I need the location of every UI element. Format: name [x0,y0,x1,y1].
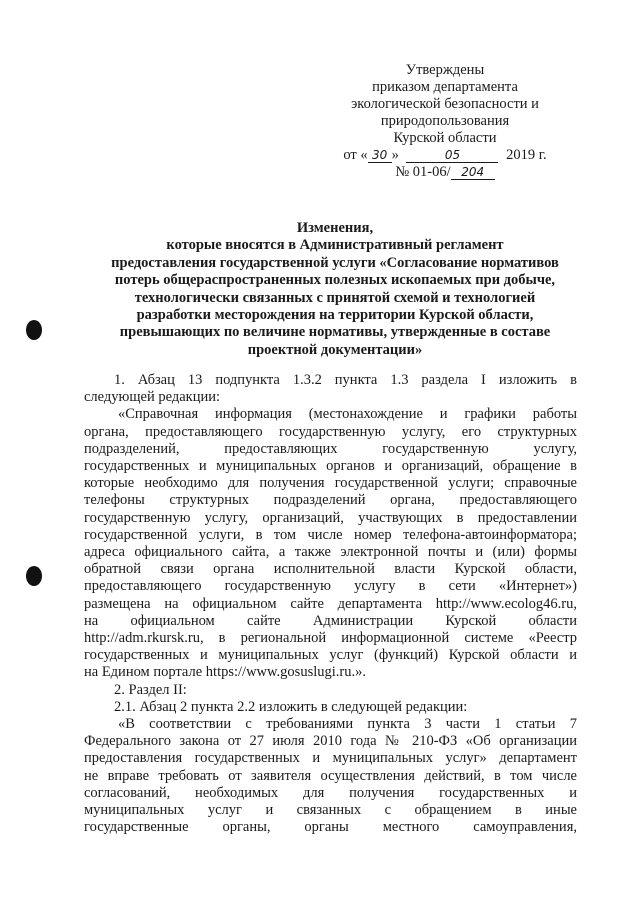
punch-hole-mark [26,566,42,586]
date-day: 30 [368,148,392,163]
number-prefix: № 01-06/ [395,164,451,180]
title-line: Изменения, [296,220,374,236]
body-line: Федерального закона от 27 июля 2010 года № 210-ФЗ «Об организации [84,733,577,750]
body-line: не вправе требовать от заявителя осуществления действий, в том числе [84,767,577,784]
body-line: государственных и муниципальных органов и организаций, обращение в [84,458,577,475]
body-line: на официальном сайте Администрации Курской области [84,612,577,629]
body-line: на Едином портале https://www.gosuslugi.ru.». [84,664,366,681]
date-mid: » [391,147,399,163]
body-line: муниципальных услуг и связанных с обращением в иные [84,802,577,819]
body-line: предоставления государственных и муниципальных услуг» департамент [84,750,577,767]
document-title [80,220,590,359]
title-line: разработки месторождения на территории Курской области, [136,307,534,324]
body-line: государственной услуги, в том числе номер телефона-автоинформатора; [84,526,577,543]
approval-number [330,164,560,181]
body-line: «В соответствии с требованиями пункта 3 части 1 статьи 7 [118,716,577,733]
date-month: 05 [406,148,498,163]
body-line: 2. Раздел II: [114,681,187,698]
title-line: которые вносятся в Административный регламент [166,237,504,254]
approval-line: Утверждены [405,62,485,78]
number-value: 204 [451,165,495,180]
approval-line: приказом департамента [372,79,518,95]
body-line: http://adm.rkursk.ru, в региональной информационной системе «Реестр [84,630,577,647]
body-line: органа, предоставляющего государственную услугу, его структурных [84,423,577,440]
title-line: предоставления государственной услуги «Согласование нормативов [111,254,559,271]
date-prefix: от « [343,147,368,163]
body-line: «Справочная информация (местонахождение и графики работы [118,406,577,423]
title-line: превышающих по величине нормативы, утвержденные в составе [119,324,551,341]
body-line: согласований, необходимых для получения государственных и [84,784,577,801]
body-line: размещена на официальном сайте департамента http://www.ecolog46.ru, [84,595,577,612]
body-line: обратной связи органа исполнительной власти Курской области, [84,561,577,578]
body-line: государственную услугу, организаций, участвующих в предоставлении [84,509,577,526]
approval-line: природопользования [380,113,510,129]
body-line: предоставляющего государственную услугу в сети «Интернет») [84,578,577,595]
title-line: проектной документации» [247,341,423,358]
document-body [84,372,577,836]
punch-hole-mark [26,320,42,340]
body-line: телефоны структурных подразделений органа, предоставляющего [84,492,577,509]
title-line: потерь общераспространенных полезных ископаемых при добыче, [114,272,556,289]
body-line: подразделений, предоставляющих государственную услугу, [84,440,577,457]
title-line: технологически связанных с принятой схемой и технологией [134,289,536,306]
body-line: 1. Абзац 13 подпункта 1.3.2 пункта 1.3 раздела I изложить в [114,372,577,388]
approval-date [330,147,560,164]
approval-line: Курской области [393,130,497,146]
approval-stamp-block [330,62,560,181]
body-line: 2.1. Абзац 2 пункта 2.2 изложить в следующей редакции: [114,698,468,715]
body-line: следующей редакции: [84,389,221,406]
body-line: адреса официального сайта, а также электронной почты и (или) формы [84,544,577,561]
approval-line: экологической безопасности и [351,96,539,112]
body-line: государственных и муниципальных услуг (функций) Курской области и [84,647,577,664]
body-line: государственные органы, органы местного самоуправления, [84,819,577,836]
body-line: которые необходимо для получения государственной услуги; справочные [84,475,577,492]
date-year: 2019 г. [506,147,547,163]
